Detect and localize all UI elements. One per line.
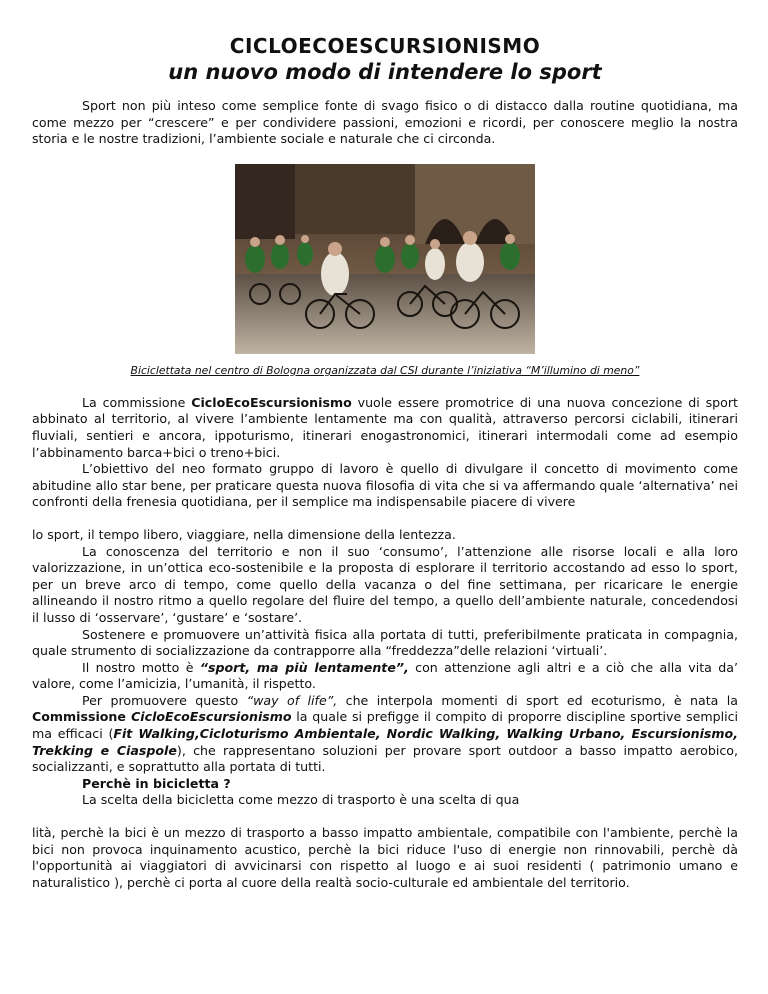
paragraph-motto: Il nostro motto è “sport, ma più lentamente”, con attenzione agli altri e a ciò che alla vita da’ valore, come l’amicizia, l’umanità, il rispetto. <box>32 659 739 692</box>
paragraph-objective: L’obiettivo del neo formato gruppo di lavoro è quello di divulgare il concetto di movimento come abitudine allo star bene, per praticare questa nuova filosofia di vita che si va affermando quale ‘alternativa’ nei confronti della frenesia quotidiana, per il semplice ma indispensabile piacere di vivere <box>32 461 738 510</box>
photo-caption: Biciclettata nel centro di Bologna organizzata dal CSI durante l’iniziativa “M’illumino di meno” <box>130 363 640 377</box>
paragraph-bicycle-choice: La scelta della bicicletta come mezzo di trasporto è una scelta di qua <box>82 792 520 808</box>
paragraph-territory: La conoscenza del territorio e non il suo ‘consumo’, l’attenzione alle risorse locali e alla loro valorizzazione, in un’ottica eco-sostenibile e la proposta di esplorare il territorio accostando ad esso lo sport, per un breve arco di tempo, come quello della vacanza o del fine settimana, per ricaricare le energie allineando il nostro ritmo a quello regolare del fluire del tempo, a quello dell’ambiente naturale, concedendosi il lusso di ‘osservare’, ‘gustare’ e ‘sostare’. <box>32 543 738 625</box>
document-title: CICLOECOESCURSIONISMO <box>229 34 541 58</box>
bike-ride-photo-image <box>235 164 535 354</box>
paragraph-way-of-life: Per promuovere questo “way of life”, che interpola momenti di sport ed ecoturismo, è nata la Commissione CicloEcoEscursionismo la quale si prefigge il compito di proporre discipline sportive semplici ma efficaci (Fit Walking,Cicloturismo Ambientale, Nordic Walking, Walking Urbano, Escursionismo, Trekking e Ciaspole), che rappresentano soluzioni per provare sport outdoor a basso impatto aerobico, socializzanti, e soprattutto alla portata di tutti. <box>32 692 738 775</box>
paragraph-support: Sostenere e promuovere un’attività fisica alla portata di tutti, preferibilmente praticata in compagnia, quale strumento di socializzazione da contrapporre alla “freddezza”delle relazioni ‘virtuali’. <box>32 626 738 659</box>
paragraph-bicycle-reasons: lità, perchè la bici è un mezzo di trasporto a basso impatto ambientale, compatibile con l'ambiente, perchè la bici non provoca inquinamento acustico, perchè la bici riduce l'uso di energie non rinnovabili, perchè dà l'opportunità ai viaggiatori di avvicinarsi con rispetto al luogo e ai suoi residenti ( patrimonio umano e naturalistico ), perchè ci porta al cuore della realtà socio-culturale ed ambientale del territorio. <box>32 825 738 890</box>
column-break-2 <box>32 809 738 825</box>
column-break <box>32 511 738 527</box>
document-page <box>32 34 738 891</box>
intro-paragraph: Sport non più inteso come semplice fonte di svago fisico o di distacco dalla routine quotidiana, ma come mezzo per “crescere” e per condividere passioni, emozioni e ricordi, per conoscere meglio la nostra storia e le nostre tradizioni, l’ambiente sociale e naturale che ci circonda. <box>32 98 738 147</box>
document-subtitle: un nuovo modo di intendere lo sport <box>168 60 602 84</box>
section-heading-why-bicycle: Perchè in bicicletta ? <box>82 775 231 791</box>
bike-ride-photo <box>235 164 535 354</box>
paragraph-commission: La commissione CicloEcoEscursionismo vuole essere promotrice di una nuova concezione di sport abbinato al territorio, al vivere l’ambiente lentamente ma con qualità, attraverso percorsi ciclabili, itinerari fluviali, sentieri e ancora, ippoturismo, itinerari enogastronomici, itinerari intermodali come ad esempio l’abbinamento barca+bici o treno+bici. <box>32 394 738 460</box>
paragraph-continuation: lo sport, il tempo libero, viaggiare, nella dimensione della lentezza. <box>32 526 456 542</box>
